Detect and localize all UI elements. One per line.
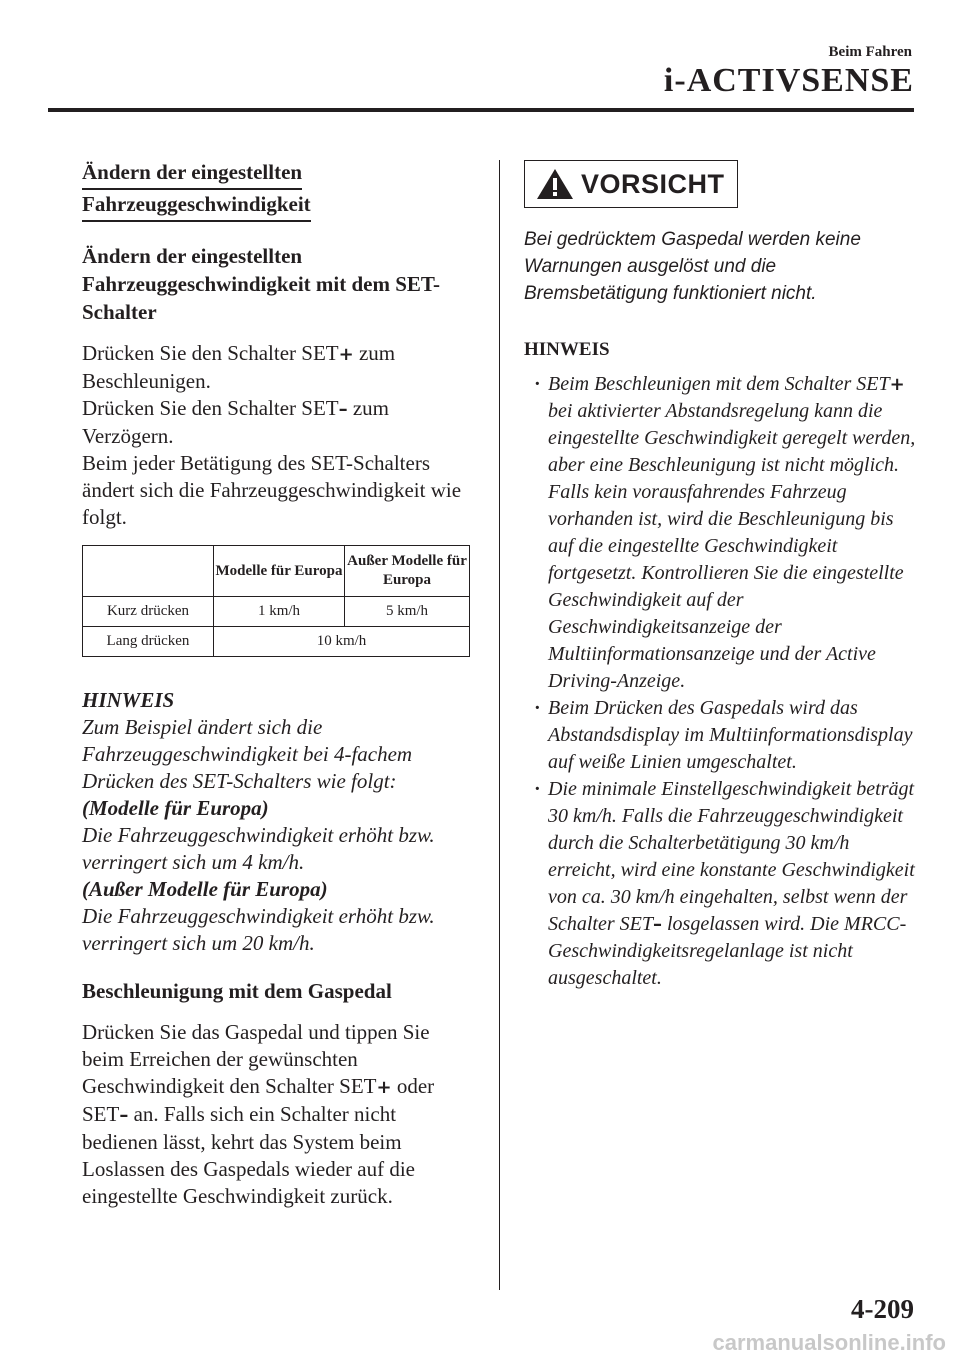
note-other-text: Die Fahrzeuggeschwindigkeit erhöht bzw. verringert sich um 20 km/h.	[82, 904, 435, 955]
note-europe-text: Die Fahrzeuggeschwindigkeit erhöht bzw. verringert sich um 4 km/h.	[82, 823, 435, 874]
note-item-3-pre: Die minimale Einstellgeschwindigkeit beträgt 30 km/h. Falls die Fahrzeuggeschwindigkeit durch die Schalterbetätigung 30 km/h erreicht, wird eine konstante Geschwindigkeit von ca. 30 km/h eingehalten, selbst wenn der Schalter SET	[548, 778, 915, 935]
note-item-2: Beim Drücken des Gaspedals wird das Abstandsdisplay im Multiinformationsdisplay auf weiße Linien umgeschaltet.	[548, 697, 913, 773]
table-cell-both: 10 km/h	[214, 627, 470, 657]
left-column	[82, 158, 474, 1224]
set-intro-line1-cont: Beschleunigen.	[82, 369, 211, 393]
column-divider	[499, 160, 500, 1290]
pedal-paragraph	[82, 1019, 474, 1210]
header-section-title: Beim Fahren	[828, 44, 912, 60]
set-plus-icon: +	[889, 374, 905, 395]
pedal-text-part1: Drücken Sie das Gaspedal und tippen Sie beim Erreichen der gewünschten Geschwindigkeit den Schalter SET	[82, 1020, 430, 1098]
page-number: 4-209	[851, 1294, 914, 1324]
set-intro-line2: Drücken Sie den Schalter SET	[82, 396, 339, 420]
list-item	[548, 371, 916, 695]
set-intro-line1: Drücken Sie den Schalter SET	[82, 341, 339, 365]
warning-label: VORSICHT	[581, 168, 725, 199]
speed-change-table	[82, 545, 470, 657]
table-row	[83, 597, 470, 627]
set-plus-icon: +	[376, 1077, 392, 1098]
set-intro-line2-cont: Verzögern.	[82, 424, 174, 448]
subheading-set-switch: Ändern der eingestellten Fahrzeuggeschwindigkeit mit dem SET-Schalter	[82, 244, 440, 324]
set-intro-line2-post: zum	[347, 396, 389, 420]
set-minus-icon: –	[653, 914, 662, 935]
note-title: HINWEIS	[82, 688, 175, 712]
table-cell-label: Lang drücken	[83, 627, 214, 657]
watermark: carmanualsonline.info	[712, 1330, 946, 1355]
pedal-text-part3: an. Falls sich ein Schalter nicht bedienen lässt, kehrt das System beim Loslassen des Gaspedals wieder auf die eingestellte Geschwindigkeit zurück.	[82, 1102, 415, 1208]
warning-triangle-icon	[535, 167, 575, 201]
table-cell-label: Kurz drücken	[83, 597, 214, 627]
note-item-1-pre: Beim Beschleunigen mit dem Schalter SET	[548, 373, 890, 395]
header-chapter-title: i-ACTIVSENSE	[663, 62, 914, 99]
subheading-pedal: Beschleunigung mit dem Gaspedal	[82, 979, 392, 1003]
list-item	[548, 776, 916, 992]
set-minus-icon: –	[338, 399, 348, 420]
section-heading-line-1: Ändern der eingestellten	[82, 158, 302, 190]
table-header-other: Außer Modelle für Europa	[345, 546, 470, 597]
note-intro: Zum Beispiel ändert sich die Fahrzeuggeschwindigkeit bei 4-fachem Drücken des SET-Schalters wie folgt:	[82, 715, 413, 793]
warning-box	[524, 160, 738, 208]
note-item-1-post: bei aktivierter Abstandsregelung kann die eingestellte Geschwindigkeit geregelt werden, aber eine Beschleunigung ist nicht möglich. Falls kein vorausfahrendes Fahrzeug vorhanden ist, wird die Beschleunigung bis auf die eingestellte Geschwindigkeit fortgesetzt. Kontrollieren Sie die eingestellte Geschwindigkeit auf der Geschwindigkeitsanzeige der Multiinformationsanzeige und der Active Driving-Anzeige.	[548, 400, 916, 692]
pedal-text-part2: oder SET	[82, 1074, 435, 1126]
header-rule	[48, 108, 914, 112]
section-heading-line-2: Fahrzeuggeschwindigkeit	[82, 190, 311, 222]
set-minus-icon: –	[119, 1105, 129, 1126]
set-intro-line1-post: zum	[353, 341, 396, 365]
table-cell-other: 5 km/h	[345, 597, 470, 627]
set-plus-icon: +	[338, 344, 354, 365]
section-heading	[82, 158, 474, 222]
table-header-row	[83, 546, 470, 597]
note-list	[524, 371, 916, 992]
note-title: HINWEIS	[524, 339, 610, 360]
table-cell-europe: 1 km/h	[214, 597, 345, 627]
list-item	[548, 695, 916, 776]
note-example	[82, 687, 474, 957]
note-other-label: (Außer Modelle für Europa)	[82, 877, 328, 901]
table-header-empty	[83, 546, 214, 597]
table-header-europe: Modelle für Europa	[214, 546, 345, 597]
table-row	[83, 627, 470, 657]
right-column	[524, 160, 916, 992]
set-intro-paragraph	[82, 340, 474, 531]
set-intro-line3: Beim jeder Betätigung des SET-Schalters ändert sich die Fahrzeuggeschwindigkeit wie folgt.	[82, 451, 462, 529]
note-europe-label: (Modelle für Europa)	[82, 796, 269, 820]
note-item-3-post: losgelassen wird. Die MRCC-Geschwindigkeitsregelanlage ist nicht ausgeschaltet.	[548, 913, 907, 989]
warning-text: Bei gedrücktem Gaspedal werden keine Warnungen ausgelöst und die Bremsbetätigung funktioniert nicht.	[524, 229, 861, 304]
